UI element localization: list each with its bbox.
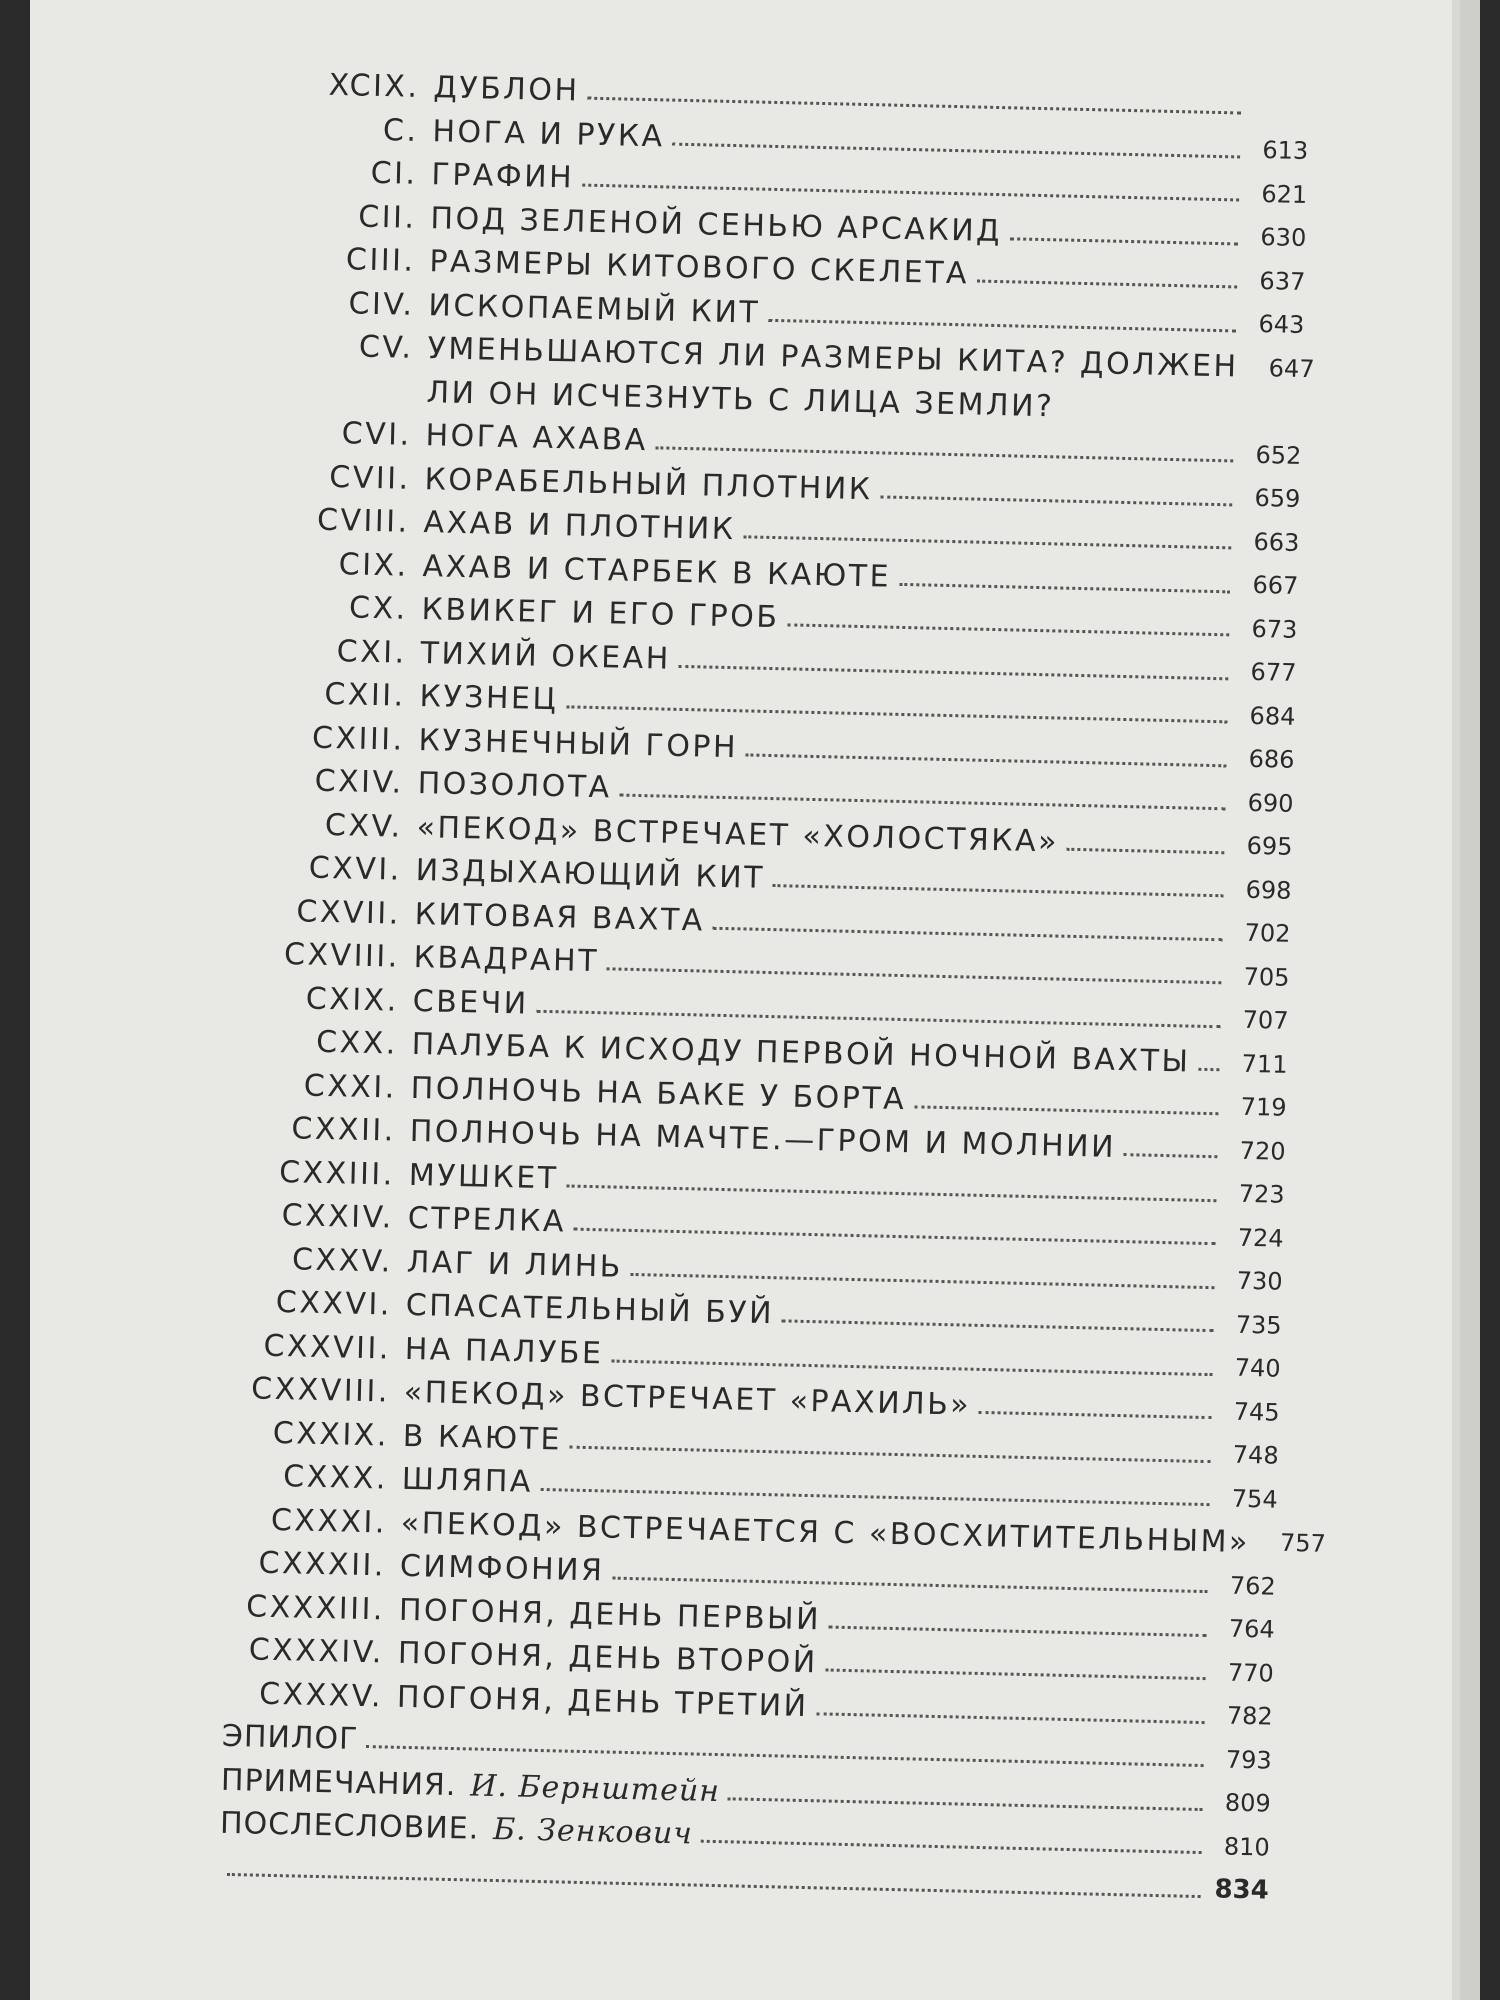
page-number: 667 (1252, 571, 1299, 601)
chapter-title: ПОГОНЯ, ДЕНЬ ТРЕТИЙ (396, 1679, 809, 1724)
page-number: 643 (1258, 310, 1305, 340)
chapter-number: CXIV. (314, 763, 405, 801)
chapter-number: CXXVI. (275, 1285, 393, 1323)
chapter-number: CII. (357, 199, 417, 236)
page-number: 702 (1244, 919, 1291, 949)
dot-leader (631, 1273, 1215, 1289)
chapter-number: CXXXII. (258, 1545, 387, 1584)
chapter-number: CXXXI. (270, 1502, 388, 1541)
chapter-title: ПОСЛЕСЛОВИЕ. (219, 1806, 480, 1847)
chapter-title: СТРЕЛКА (407, 1201, 567, 1240)
author-name: Б. Зенкович (492, 1812, 694, 1852)
page-number: 757 (1279, 1529, 1327, 1559)
page-binding (1452, 0, 1460, 2000)
dot-leader (1067, 847, 1225, 854)
page-number: 652 (1255, 440, 1302, 470)
chapter-number: CXXX. (282, 1459, 389, 1497)
page-number: 659 (1254, 484, 1301, 514)
chapter-title: «ПЕКОД» ВСТРЕЧАЕТ «РАХИЛЬ» (403, 1375, 972, 1423)
dot-leader (656, 447, 1234, 463)
chapter-number: CXIX. (305, 981, 400, 1019)
author-name: И. Бернштейн (469, 1768, 721, 1809)
chapter-title: АХАВ И СТАРБЕК В КАЮТЕ (422, 548, 892, 595)
dot-leader (587, 97, 1241, 115)
dot-leader (713, 926, 1223, 941)
page-number: 677 (1250, 658, 1297, 688)
chapter-number: CV. (358, 329, 414, 367)
dot-leader (570, 1445, 1211, 1463)
chapter-title: СПАСАТЕЛЬНЫЙ БУЙ (405, 1288, 775, 1332)
page-number: 745 (1233, 1397, 1280, 1427)
chapter-title: КВАДРАНТ (413, 940, 600, 980)
page-number: 834 (1214, 1874, 1270, 1906)
dot-leader (566, 706, 1227, 724)
chapter-title: «ПЕКОД» ВСТРЕЧАЕТСЯ С «ВОСХИТИТЕЛЬНЫМ» (400, 1505, 1251, 1560)
chapter-number: CXXIX. (272, 1415, 390, 1454)
dot-leader (914, 1105, 1218, 1115)
dot-leader (768, 319, 1236, 333)
page-number: 810 (1223, 1832, 1271, 1862)
page-number: 711 (1241, 1049, 1288, 1079)
page-number: 663 (1253, 527, 1300, 557)
dot-leader (728, 1797, 1203, 1811)
dot-leader (672, 142, 1240, 158)
chapter-number: CXXXIV. (248, 1632, 385, 1671)
chapter-title: РАЗМЕРЫ КИТОВОГО СКЕЛЕТА (429, 244, 970, 292)
chapter-title: НА ПАЛУБЕ (404, 1331, 604, 1372)
page-number: 764 (1228, 1614, 1276, 1644)
page-number: 707 (1242, 1006, 1289, 1036)
chapter-number: XCIX. (328, 68, 420, 106)
table-of-contents (209, 62, 1327, 1913)
chapter-number: CIV. (348, 286, 415, 323)
chapter-title: ИСКОПАЕМЫЙ КИТ (428, 287, 761, 331)
dot-leader (574, 1228, 1216, 1246)
chapter-number: CXXVII. (263, 1328, 392, 1367)
page-number: 698 (1245, 875, 1292, 905)
page-number: 809 (1224, 1788, 1272, 1818)
page-number: 719 (1240, 1092, 1287, 1123)
chapter-number: CX. (348, 590, 409, 627)
dot-leader (979, 1411, 1212, 1419)
dot-leader (537, 1009, 1221, 1028)
chapter-number: CI. (370, 156, 418, 193)
chapter-title: ПОЛНОЧЬ НА МАЧТЕ.—ГРОМ И МОЛНИИ (409, 1114, 1117, 1166)
dot-leader (782, 1320, 1214, 1333)
dot-leader (607, 968, 1222, 985)
toc-entry-title-continued: ЛИ ОН ИСЧЕЗНУТЬ С ЛИЦА ЗЕМЛИ? (426, 374, 1055, 425)
chapter-number: CXX. (315, 1025, 399, 1062)
dot-leader (227, 1873, 1201, 1898)
dot-leader (612, 1577, 1207, 1594)
chapter-number: CXXIII. (278, 1154, 396, 1193)
dot-leader (746, 753, 1226, 767)
page-number: 754 (1231, 1484, 1278, 1514)
dot-leader (619, 794, 1225, 811)
chapter-title: ДУБЛОН (433, 70, 580, 109)
chapter-number: CXIII. (311, 720, 406, 758)
chapter-title: КВИКЕГ И ЕГО ГРОБ (421, 592, 780, 636)
dot-leader (679, 665, 1229, 680)
page-number: 723 (1238, 1179, 1285, 1210)
dot-leader (880, 495, 1232, 506)
page-number: 647 (1268, 353, 1315, 383)
chapter-number: CXXXV. (258, 1676, 384, 1715)
chapter-number: C. (382, 112, 419, 149)
page-number: 740 (1234, 1353, 1281, 1383)
chapter-number: CXXII. (291, 1111, 397, 1149)
dot-leader (816, 1712, 1204, 1724)
page-number: 621 (1261, 179, 1308, 209)
page-number: 782 (1226, 1701, 1274, 1731)
page-number: 762 (1229, 1571, 1276, 1601)
chapter-number: CXXXIII. (245, 1589, 386, 1628)
page-number: 705 (1243, 962, 1290, 992)
dot-leader (566, 1184, 1216, 1202)
page-number: 720 (1239, 1136, 1286, 1166)
chapter-title: ГРАФИН (431, 157, 575, 196)
page-number: 637 (1259, 266, 1306, 296)
dot-leader (701, 1840, 1202, 1854)
chapter-title: «ПЕКОД» ВСТРЕЧАЕТ «ХОЛОСТЯКА» (416, 809, 1060, 860)
dot-leader (773, 884, 1224, 897)
dot-leader (899, 583, 1230, 594)
chapter-title: ПАЛУБА К ИСХОДУ ПЕРВОЙ НОЧНОЙ ВАХТЫ (411, 1027, 1191, 1080)
chapter-number: CXXI. (303, 1068, 398, 1106)
chapter-title: В КАЮТЕ (402, 1418, 563, 1458)
chapter-title: АХАВ И ПЛОТНИК (423, 505, 736, 548)
chapter-title: ПРИМЕЧАНИЯ. (220, 1762, 457, 1803)
chapter-number: CIII. (345, 242, 416, 280)
page-number: 690 (1247, 788, 1294, 818)
page-number: 730 (1236, 1266, 1283, 1296)
dot-leader (541, 1488, 1210, 1506)
chapter-number: CXI. (336, 633, 408, 671)
chapter-title: КУЗНЕЦ (419, 679, 559, 718)
dot-leader (582, 184, 1239, 202)
chapter-number: CXV. (324, 807, 404, 845)
dot-leader (825, 1669, 1205, 1681)
chapter-title: КОРАБЕЛЬНЫЙ ПЛОТНИК (424, 461, 873, 507)
chapter-number: CXVIII. (283, 937, 401, 975)
dot-leader (977, 280, 1237, 289)
chapter-title: НОГА И РУКА (432, 113, 666, 155)
page-edge (1460, 0, 1480, 2000)
dot-leader (611, 1359, 1212, 1376)
dot-leader (829, 1625, 1207, 1637)
page-number: 695 (1246, 832, 1293, 862)
chapter-number: CIX. (338, 546, 410, 584)
chapter-title: СИМФОНИЯ (399, 1549, 605, 1589)
page-number: 724 (1237, 1223, 1284, 1253)
chapter-title: НОГА АХАВА (425, 418, 649, 459)
page-number: 630 (1260, 223, 1307, 253)
chapter-number: CXXIV. (281, 1198, 395, 1236)
page-number: 748 (1232, 1440, 1279, 1470)
page-number: 793 (1225, 1745, 1273, 1775)
book-page (30, 0, 1480, 2000)
chapter-title: ТИХИЙ ОКЕАН (420, 635, 672, 677)
page-number: 684 (1249, 701, 1296, 731)
chapter-title: МУШКЕТ (408, 1157, 559, 1197)
chapter-title: СВЕЧИ (412, 983, 530, 1022)
chapter-title: ПОЗОЛОТА (417, 766, 613, 806)
chapter-number: CXII. (324, 677, 407, 714)
chapter-title: ЭПИЛОГ (221, 1719, 359, 1758)
chapter-number: CVI. (341, 416, 412, 454)
dot-leader (787, 624, 1229, 637)
chapter-title: ПОГОНЯ, ДЕНЬ ПЕРВЫЙ (398, 1592, 822, 1638)
chapter-title: ШЛЯПА (401, 1462, 534, 1501)
page-number: 770 (1227, 1658, 1275, 1688)
page-number: 613 (1262, 136, 1309, 166)
page-number: 686 (1248, 745, 1295, 775)
chapter-title: ЛАГ И ЛИНЬ (406, 1244, 624, 1285)
chapter-title: ИЗДЫХАЮЩИЙ КИТ (415, 853, 766, 897)
chapter-title: УМЕНЬШАЮТСЯ ЛИ РАЗМЕРЫ КИТА? ДОЛЖЕН (427, 331, 1239, 385)
chapter-number: CXVII. (296, 894, 402, 932)
dot-leader (1198, 1068, 1219, 1071)
chapter-number: CXVI. (308, 850, 403, 888)
chapter-title: КУЗНЕЧНЫЙ ГОРН (418, 722, 739, 765)
dot-leader (743, 536, 1231, 550)
page-number: 735 (1235, 1310, 1282, 1340)
chapter-number: CVIII. (316, 502, 410, 540)
chapter-title: ПОГОНЯ, ДЕНЬ ВТОРОЙ (397, 1636, 819, 1681)
dot-leader (1010, 237, 1238, 245)
chapter-number: CXXVIII. (250, 1371, 391, 1410)
page-number (1249, 106, 1309, 107)
chapter-title: ПОЛНОЧЬ НА БАКЕ У БОРТА (410, 1070, 907, 1117)
page-number: 673 (1251, 614, 1298, 644)
dot-leader (1124, 1153, 1218, 1158)
chapter-number: CXXV. (291, 1242, 394, 1280)
chapter-title: ПОД ЗЕЛЕНОЙ СЕНЬЮ АРСАКИД (430, 200, 1003, 249)
chapter-number: CVII. (329, 459, 411, 497)
chapter-title: КИТОВАЯ ВАХТА (414, 896, 706, 939)
